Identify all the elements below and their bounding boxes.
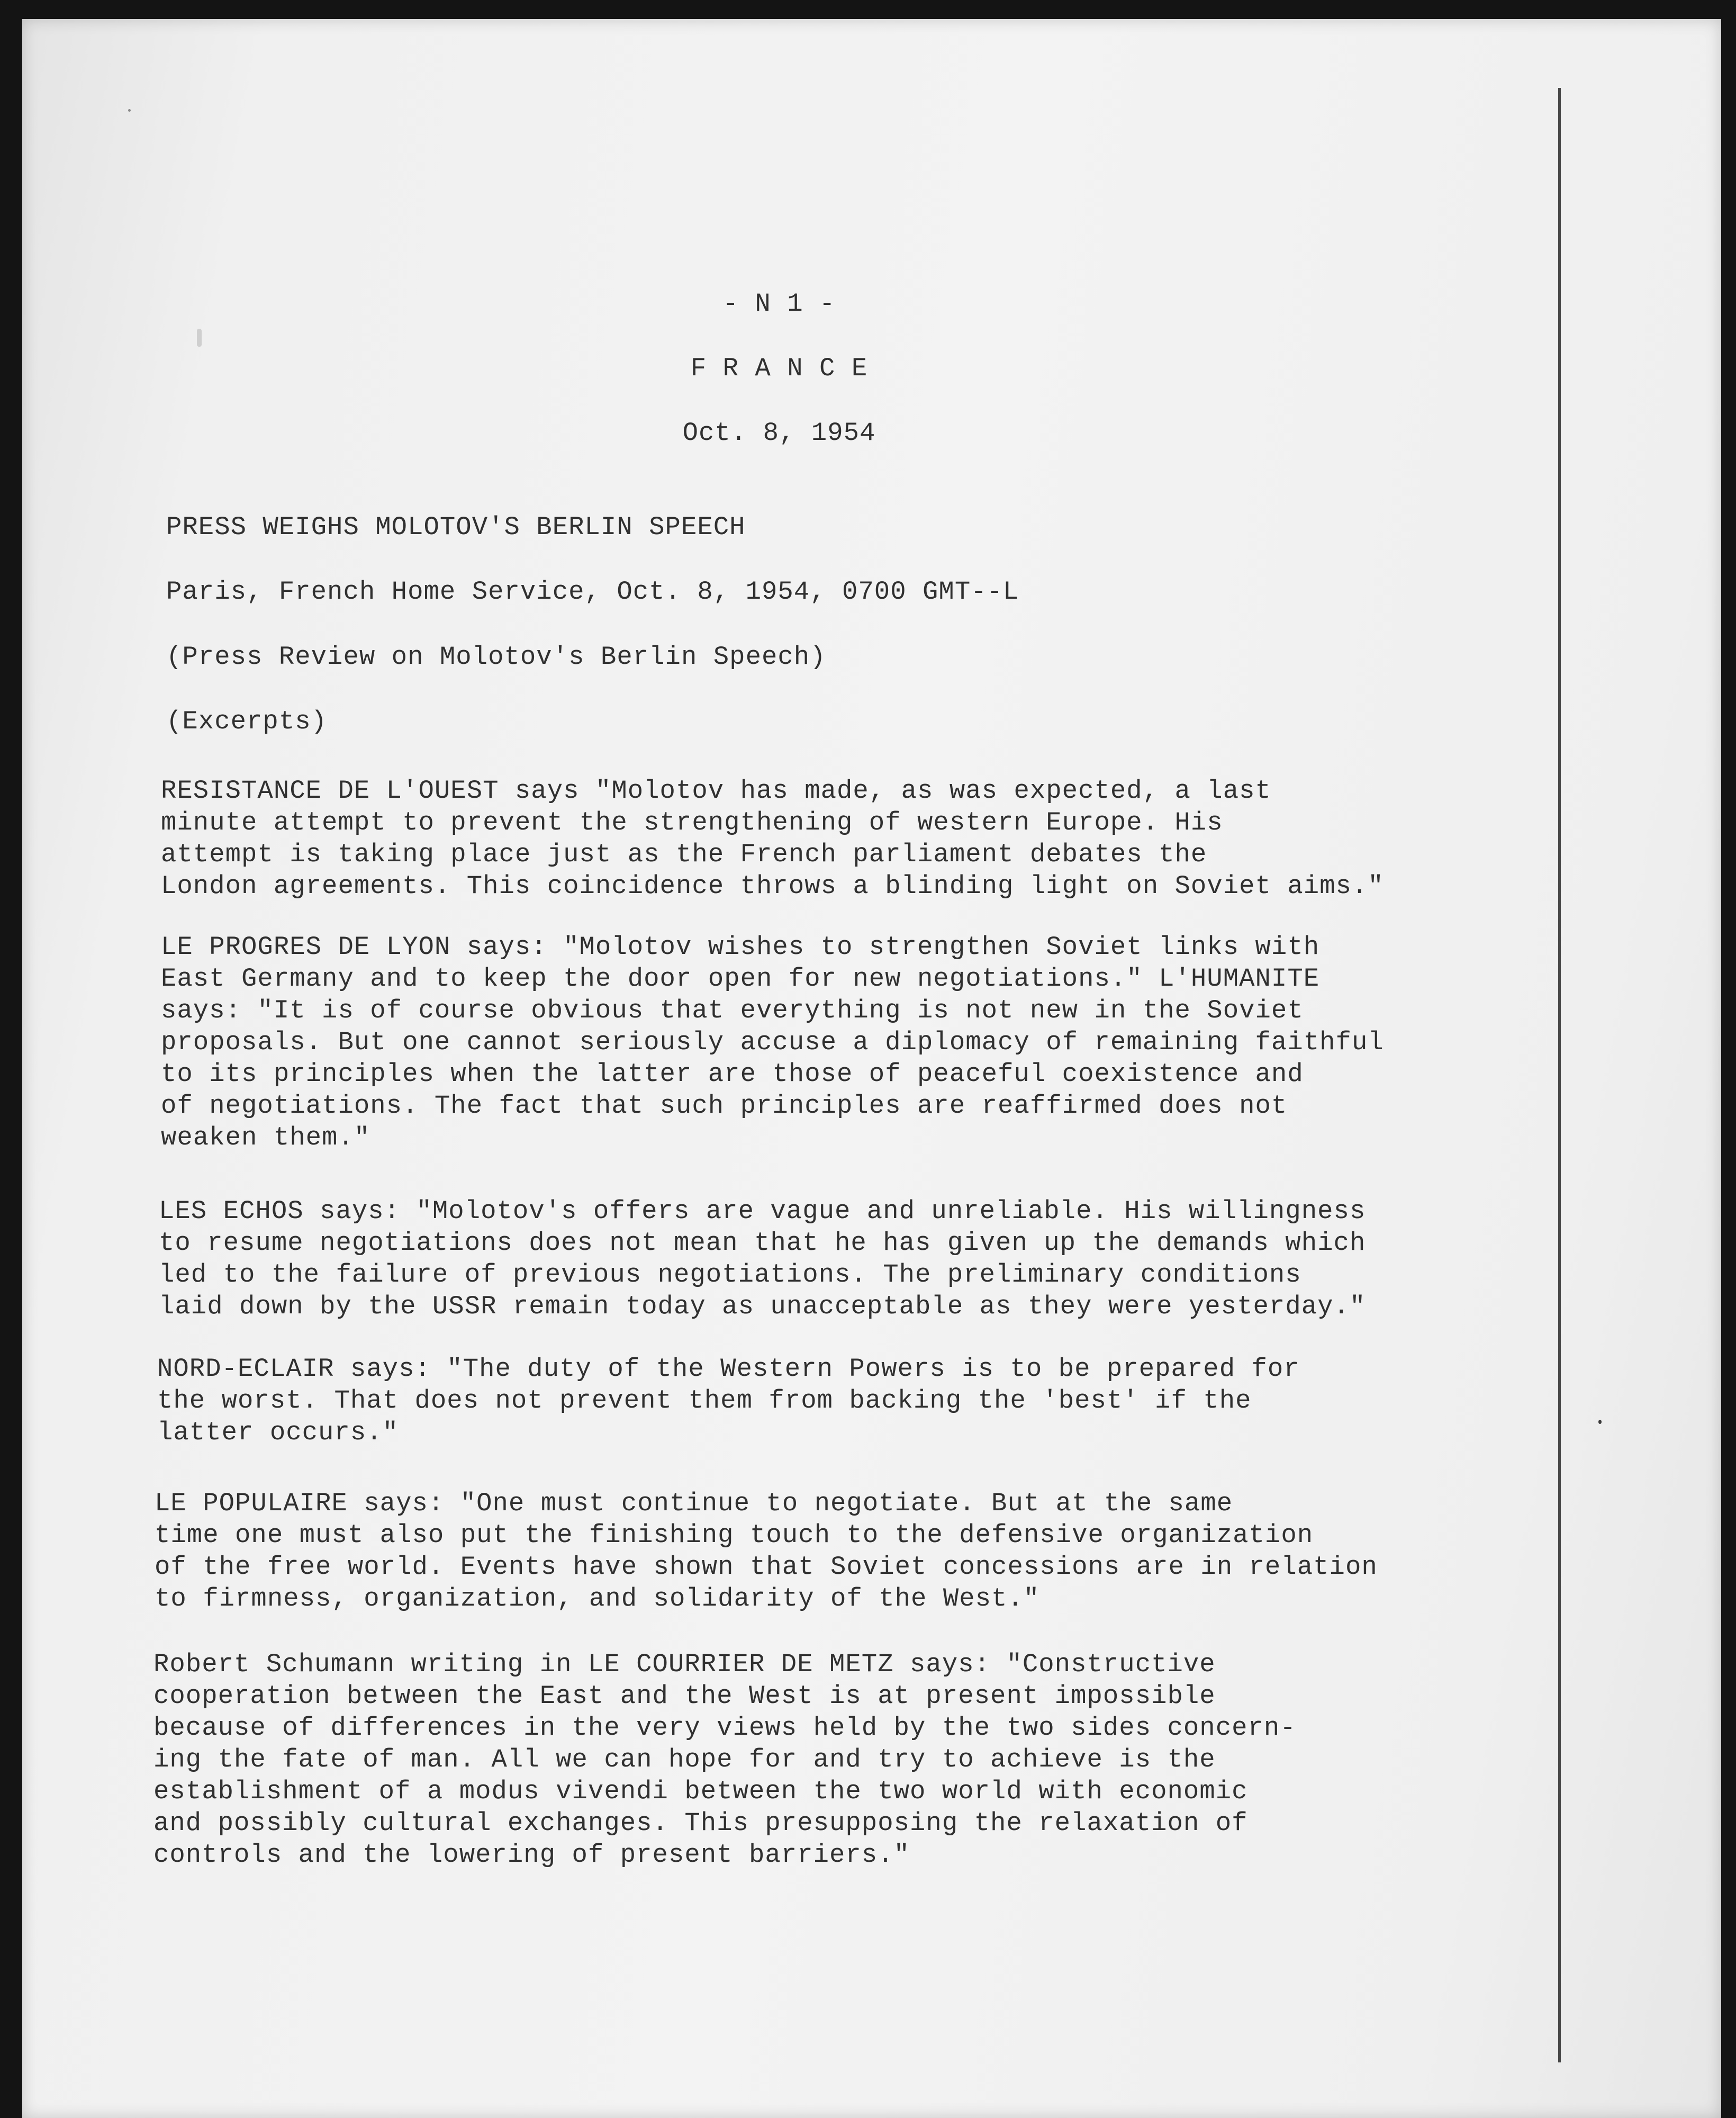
page-number: - N 1 - [722, 289, 836, 319]
report-date: Oct. 8, 1954 [682, 418, 876, 448]
paragraph-le-progres-de-lyon: LE PROGRES DE LYON says: "Molotov wishes to strengthen Soviet links with East Germany and to keep the door open for new negotiations." L'HUMANITE says: "It is of course obvious that everything is not new in the Soviet proposals. But one cannot seriously accuse a diplomacy of remaining faithful to its principles when the latter are those of peaceful coexistence and of negotiations. The fact that such principles are reaffirmed does not weaken them." [161, 932, 1384, 1152]
headline: PRESS WEIGHS MOLOTOV'S BERLIN SPEECH [166, 512, 746, 542]
paragraph-resistance-de-louest: RESISTANCE DE L'OUEST says "Molotov has made, as was expected, a last minute attempt to prevent the strengthening of western Europe. His attempt is taking place just as the French parliament debates the London agreements. This coincidence throws a blinding light on Soviet aims." [161, 776, 1384, 901]
paragraph-le-populaire: LE POPULAIRE says: "One must continue to negotiate. But at the same time one must also put the finishing touch to the defensive organization of the free world. Events have shown that Soviet concessions are in relation to firmness, organization, and solidarity of the West." [155, 1489, 1378, 1614]
source-line: Paris, French Home Service, Oct. 8, 1954, 0700 GMT--L [166, 577, 1019, 607]
paragraph-nord-eclair: NORD-ECLAIR says: "The duty of the Western Powers is to be prepared for the worst. That does not prevent them from backing the 'best' if the latter occurs." [157, 1354, 1300, 1447]
paragraph-les-echos: LES ECHOS says: "Molotov's offers are vague and unreliable. His willingness to resume negotiations does not mean that he has given up the demands which led to the failure of previous negotiations. The preliminary conditions laid down by the USSR remain today as unacceptable as they were yesterday." [159, 1196, 1366, 1321]
paper-sheet [22, 19, 1721, 2118]
country-heading: F R A N C E [690, 354, 868, 383]
subtitle: (Press Review on Molotov's Berlin Speech) [166, 642, 826, 672]
document-body [22, 19, 1721, 2118]
paragraph-le-courrier-de-metz: Robert Schumann writing in LE COURRIER DE METZ says: "Constructive cooperation between the East and the West is at present impossible because of differences in the very views held by the two sides concern- ing the fate of man. All we can hope for and try to achieve is the establishment of a modus vivendi between the two world with economic and possibly cultural exchanges. This presupposing the relaxation of controls and the lowering of present barriers." [153, 1650, 1296, 1870]
excerpts-label: (Excerpts) [166, 707, 328, 736]
